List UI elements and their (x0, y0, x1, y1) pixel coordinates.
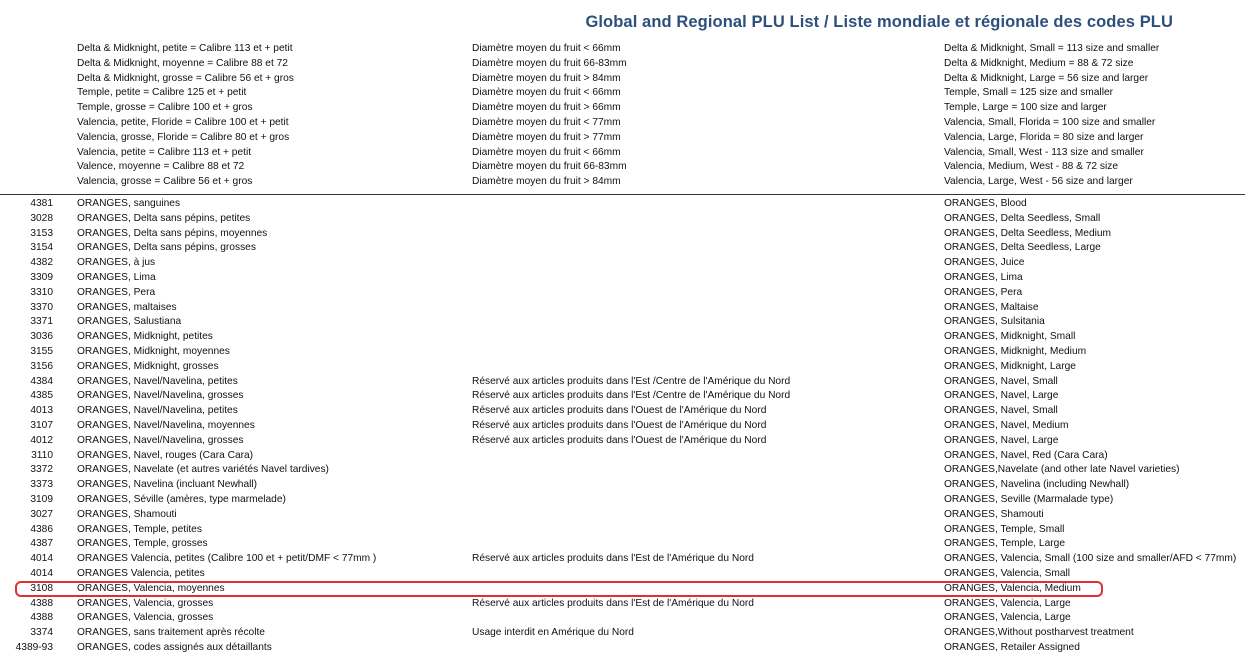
description-en: ORANGES, Navel, Large (944, 390, 1059, 402)
size-definition-fr: Temple, grosse = Calibre 100 et + gros (77, 102, 253, 114)
size-definition-row (0, 86, 1245, 101)
description-en: ORANGES, Navel, Small (944, 405, 1058, 417)
size-definition-row (0, 101, 1245, 116)
description-en: ORANGES, Valencia, Large (944, 612, 1071, 624)
plu-code: 3370 (30, 301, 53, 313)
description-en: ORANGES, Valencia, Medium (944, 582, 1081, 594)
size-definition-row (0, 116, 1245, 131)
plu-code: 4389-93 (15, 641, 53, 653)
description-fr: ORANGES, Delta sans pépins, petites (77, 212, 251, 224)
regional-note: Réservé aux articles produits dans l'Ouest de l'Amérique du Nord (472, 405, 767, 417)
description-fr: ORANGES, Valencia, moyennes (77, 582, 225, 594)
plu-code: 4386 (30, 523, 53, 535)
plu-code: 3374 (30, 627, 53, 639)
description-en: ORANGES, Temple, Large (944, 538, 1065, 550)
description-en: ORANGES, Delta Seedless, Large (944, 242, 1101, 254)
description-en: ORANGES, Juice (944, 257, 1025, 269)
table-row (0, 315, 1245, 330)
plu-table (0, 197, 1245, 656)
plu-code: 4388 (30, 597, 53, 609)
description-en: ORANGES, Valencia, Small (944, 567, 1071, 579)
description-fr: ORANGES, Shamouti (77, 508, 177, 520)
plu-code: 3036 (30, 331, 53, 343)
description-fr: ORANGES, sanguines (77, 198, 181, 209)
regional-note: Réservé aux articles produits dans l'Ouest de l'Amérique du Nord (472, 434, 767, 446)
size-definition-note: Diamètre moyen du fruit < 77mm (472, 116, 621, 128)
description-fr: ORANGES, à jus (77, 257, 156, 269)
description-en: ORANGES, Retailer Assigned (944, 641, 1080, 653)
description-fr: ORANGES, Midknight, grosses (77, 360, 219, 372)
description-fr: ORANGES, Navel/Navelina, petites (77, 405, 238, 417)
table-row (0, 537, 1245, 552)
table-row (0, 286, 1245, 301)
section-divider (0, 194, 1245, 195)
plu-code: 4014 (30, 567, 53, 579)
table-row (0, 345, 1245, 360)
size-definition-fr: Temple, petite = Calibre 125 et + petit (77, 87, 247, 99)
regional-note: Usage interdit en Amérique du Nord (472, 627, 634, 639)
regional-note: Réservé aux articles produits dans l'Ouest de l'Amérique du Nord (472, 419, 767, 431)
description-en: ORANGES, Navelina (including Newhall) (944, 479, 1130, 491)
size-definition-row (0, 146, 1245, 161)
size-definition-note: Diamètre moyen du fruit 66-83mm (472, 57, 627, 69)
table-row (0, 552, 1245, 567)
table-row (0, 611, 1245, 626)
table-row (0, 597, 1245, 612)
plu-code: 3155 (30, 345, 53, 357)
description-en: ORANGES, Navel, Red (Cara Cara) (944, 449, 1108, 461)
size-definition-en: Delta & Midknight, Large = 56 size and larger (944, 72, 1149, 84)
size-definitions (0, 42, 1245, 190)
description-en: ORANGES, Midknight, Small (944, 331, 1076, 343)
description-fr: ORANGES, Navelate (et autres variétés Navel tardives) (77, 464, 329, 476)
description-fr: ORANGES, Pera (77, 286, 156, 298)
description-fr: ORANGES, Navel/Navelina, grosses (77, 390, 244, 402)
plu-code: 3371 (30, 316, 53, 328)
description-en: ORANGES,Without postharvest treatment (944, 627, 1134, 639)
plu-code: 3027 (30, 508, 53, 520)
description-fr: ORANGES, Midknight, petites (77, 331, 213, 343)
description-fr: ORANGES, Valencia, grosses (77, 597, 214, 609)
size-definition-en: Valencia, Small, Florida = 100 size and smaller (944, 116, 1156, 128)
size-definition-note: Diamètre moyen du fruit < 66mm (472, 146, 621, 158)
size-definition-fr: Delta & Midknight, petite = Calibre 113 et + petit (77, 43, 293, 54)
plu-code: 3028 (30, 212, 53, 224)
description-fr: ORANGES, Navel/Navelina, petites (77, 375, 238, 387)
description-fr: ORANGES, Temple, grosses (77, 538, 208, 550)
regional-note: Réservé aux articles produits dans l'Est /Centre de l'Amérique du Nord (472, 375, 791, 387)
size-definition-en: Valencia, Large, Florida = 80 size and larger (944, 131, 1144, 143)
plu-code: 4388 (30, 612, 53, 624)
table-row (0, 434, 1245, 449)
table-row (0, 478, 1245, 493)
description-en: ORANGES, Pera (944, 286, 1023, 298)
description-fr: ORANGES, Navel, rouges (Cara Cara) (77, 449, 254, 461)
table-row (0, 197, 1245, 212)
table-row (0, 463, 1245, 478)
description-en: ORANGES, Valencia, Small (100 size and smaller/AFD < 77mm) (944, 553, 1237, 565)
size-definition-fr: Delta & Midknight, grosse = Calibre 56 et + gros (77, 72, 294, 84)
description-fr: ORANGES, codes assignés aux détaillants (77, 641, 272, 653)
size-definition-row (0, 131, 1245, 146)
table-row (0, 330, 1245, 345)
size-definition-note: Diamètre moyen du fruit 66-83mm (472, 161, 627, 173)
description-en: ORANGES, Temple, Small (944, 523, 1065, 535)
description-en: ORANGES, Navel, Large (944, 434, 1059, 446)
description-fr: ORANGES Valencia, petites (77, 567, 205, 579)
size-definition-row (0, 72, 1245, 87)
description-en: ORANGES, Delta Seedless, Medium (944, 227, 1112, 239)
table-row (0, 419, 1245, 434)
size-definition-row (0, 175, 1245, 190)
plu-code: 4012 (30, 434, 53, 446)
table-row (0, 567, 1245, 582)
plu-code: 3108 (30, 582, 53, 594)
description-en: ORANGES, Maltaise (944, 301, 1039, 313)
description-fr: ORANGES, maltaises (77, 301, 177, 313)
description-fr: ORANGES Valencia, petites (Calibre 100 et + petit/DMF < 77mm ) (77, 553, 377, 565)
plu-code: 4381 (30, 198, 53, 209)
page-title: Global and Regional PLU List / Liste mondiale et régionale des codes PLU (585, 13, 1173, 31)
description-en: ORANGES, Shamouti (944, 508, 1044, 520)
size-definition-row (0, 160, 1245, 175)
table-row (0, 404, 1245, 419)
size-definition-en: Delta & Midknight, Small = 113 size and smaller (944, 43, 1160, 54)
size-definition-fr: Valencia, grosse = Calibre 56 et + gros (77, 176, 253, 188)
table-row (0, 375, 1245, 390)
table-row (0, 212, 1245, 227)
description-en: ORANGES, Seville (Marmalade type) (944, 493, 1114, 505)
description-fr: ORANGES, sans traitement après récolte (77, 627, 265, 639)
table-row (0, 449, 1245, 464)
size-definition-row (0, 42, 1245, 57)
description-fr: ORANGES, Midknight, moyennes (77, 345, 230, 357)
size-definition-fr: Valencia, petite = Calibre 113 et + petit (77, 146, 252, 158)
table-row (0, 389, 1245, 404)
size-definition-note: Diamètre moyen du fruit < 66mm (472, 43, 621, 54)
description-en: ORANGES, Navel, Small (944, 375, 1058, 387)
description-fr: ORANGES, Navelina (incluant Newhall) (77, 479, 258, 491)
size-definition-en: Delta & Midknight, Medium = 88 & 72 size (944, 57, 1134, 69)
size-definition-note: Diamètre moyen du fruit < 66mm (472, 87, 621, 99)
description-en: ORANGES,Navelate (and other late Navel varieties) (944, 464, 1180, 476)
plu-code: 3373 (30, 479, 53, 491)
description-fr: ORANGES, Temple, petites (77, 523, 202, 535)
table-row (0, 241, 1245, 256)
plu-code: 4385 (30, 390, 53, 402)
plu-code: 3107 (30, 419, 53, 431)
description-fr: ORANGES, Salustiana (77, 316, 182, 328)
description-fr: ORANGES, Lima (77, 271, 156, 283)
plu-code: 3309 (30, 271, 53, 283)
description-en: ORANGES, Delta Seedless, Small (944, 212, 1101, 224)
regional-note: Réservé aux articles produits dans l'Est /Centre de l'Amérique du Nord (472, 390, 791, 402)
description-fr: ORANGES, Delta sans pépins, grosses (77, 242, 256, 254)
description-en: ORANGES, Midknight, Large (944, 360, 1076, 372)
size-definition-fr: Valencia, petite, Floride = Calibre 100 et + petit (77, 116, 289, 128)
regional-note: Réservé aux articles produits dans l'Est de l'Amérique du Nord (472, 597, 754, 609)
table-row (0, 227, 1245, 242)
description-fr: ORANGES, Séville (amères, type marmelade) (77, 493, 286, 505)
plu-code: 4382 (30, 257, 53, 269)
size-definition-note: Diamètre moyen du fruit > 77mm (472, 131, 621, 143)
description-en: ORANGES, Navel, Medium (944, 419, 1069, 431)
table-row (0, 508, 1245, 523)
plu-code: 4014 (30, 553, 53, 565)
description-fr: ORANGES, Navel/Navelina, grosses (77, 434, 244, 446)
size-definition-en: Temple, Small = 125 size and smaller (944, 87, 1114, 99)
size-definition-en: Valencia, Large, West - 56 size and larger (944, 176, 1133, 188)
size-definition-fr: Valence, moyenne = Calibre 88 et 72 (77, 161, 245, 173)
table-row (0, 271, 1245, 286)
size-definition-row (0, 57, 1245, 72)
size-definition-en: Temple, Large = 100 size and larger (944, 102, 1107, 114)
size-definition-note: Diamètre moyen du fruit > 84mm (472, 176, 621, 188)
table-row (0, 360, 1245, 375)
table-row (0, 641, 1245, 656)
plu-code: 3156 (30, 360, 53, 372)
table-row (0, 523, 1245, 538)
description-en: ORANGES, Midknight, Medium (944, 345, 1087, 357)
description-en: ORANGES, Sulsitania (944, 316, 1045, 328)
description-fr: ORANGES, Delta sans pépins, moyennes (77, 227, 268, 239)
size-definition-en: Valencia, Medium, West - 88 & 72 size (944, 161, 1119, 173)
description-fr: ORANGES, Navel/Navelina, moyennes (77, 419, 255, 431)
plu-code: 3153 (30, 227, 53, 239)
table-row (0, 582, 1245, 597)
size-definition-note: Diamètre moyen du fruit > 66mm (472, 102, 621, 114)
plu-code: 3372 (30, 464, 53, 476)
plu-code: 4013 (30, 405, 53, 417)
plu-code: 3154 (30, 242, 53, 254)
size-definition-en: Valencia, Small, West - 113 size and smaller (944, 146, 1144, 158)
description-fr: ORANGES, Valencia, grosses (77, 612, 214, 624)
table-row (0, 493, 1245, 508)
table-row (0, 301, 1245, 316)
plu-code: 3109 (30, 493, 53, 505)
description-en: ORANGES, Lima (944, 271, 1023, 283)
plu-code: 4387 (30, 538, 53, 550)
size-definition-fr: Valencia, grosse, Floride = Calibre 80 et + gros (77, 131, 290, 143)
table-row (0, 626, 1245, 641)
table-row (0, 256, 1245, 271)
size-definition-fr: Delta & Midknight, moyenne = Calibre 88 et 72 (77, 57, 288, 69)
regional-note: Réservé aux articles produits dans l'Est de l'Amérique du Nord (472, 553, 754, 565)
plu-code: 3310 (30, 286, 53, 298)
size-definition-note: Diamètre moyen du fruit > 84mm (472, 72, 621, 84)
plu-code: 4384 (30, 375, 53, 387)
description-en: ORANGES, Valencia, Large (944, 597, 1071, 609)
description-en: ORANGES, Blood (944, 198, 1027, 209)
plu-code: 3110 (31, 449, 53, 461)
